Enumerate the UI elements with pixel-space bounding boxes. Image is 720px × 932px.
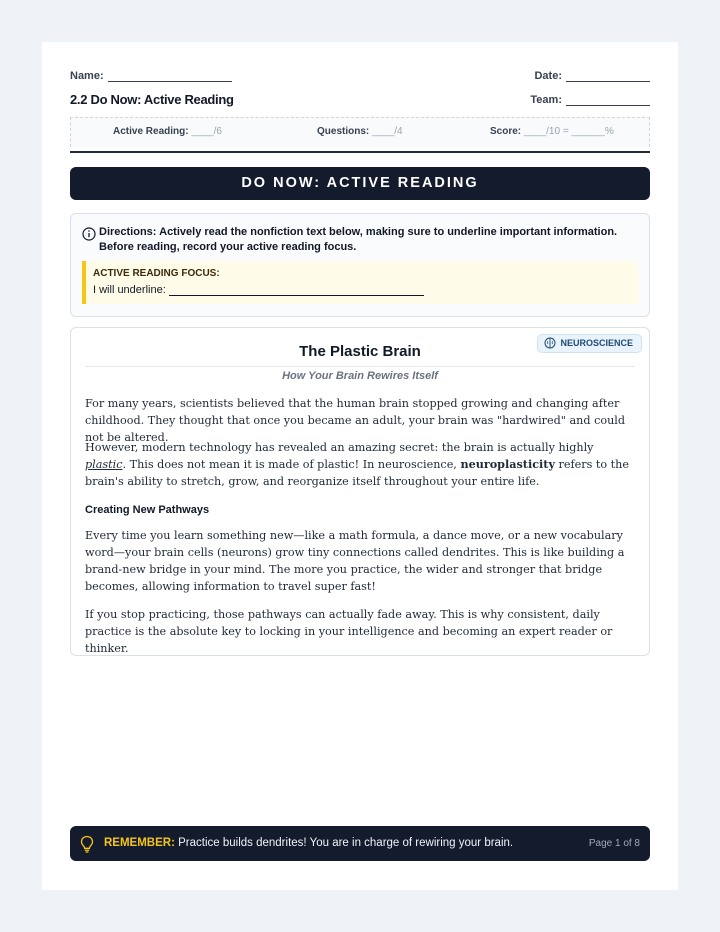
article-title: The Plastic Brain <box>299 343 421 360</box>
worksheet-page <box>42 42 678 890</box>
name-blank[interactable] <box>108 71 232 82</box>
topic-badge: NEUROSCIENCE <box>537 334 642 353</box>
questions-score: Questions: ____/4 <box>317 126 403 137</box>
name-label: Name: <box>70 70 104 82</box>
page-number: Page 1 of 8 <box>588 838 640 849</box>
title-divider <box>85 366 635 367</box>
focus-label: ACTIVE READING FOCUS: <box>93 268 220 279</box>
total-score: Score: ____/10 = ______% <box>490 126 614 137</box>
focus-field[interactable]: I will underline: <box>93 284 424 296</box>
paragraph-2: However, modern technology has revealed an amazing secret: the brain is actually highly plastic. This does not mean it is made of plastic! In neuroscience, neuroplasticity refers to the brain's ability to stretch, grow, and reorganize itself throughout your entire life. <box>85 441 629 488</box>
paragraph-1: For many years, scientists believed that the human brain stopped growing and changing after childhood. They thought that once you became an adult, your brain was "hardwired" and could not be altered. <box>85 397 626 444</box>
reminder-text: REMEMBER: Practice builds dendrites! You are in charge of rewiring your brain. <box>104 837 514 849</box>
paragraph-4: If you stop practicing, those pathways can actually fade away. This is why consistent, daily practice is the absolute key to locking in your intelligence and becoming an expert reader or thinker. <box>85 608 613 655</box>
reminder-footer <box>70 826 650 861</box>
focus-blank[interactable] <box>169 286 424 296</box>
info-icon <box>82 227 96 241</box>
paragraph-3: Every time you learn something new—like a math formula, a dance move, or a new vocabulary word—your brain cells (neurons) grow tiny connections called dendrites. This is like building a brand-new bridge in your mind. The more you practice, the wider and stronger that bridge becomes, allowing information to travel super fast! <box>85 529 625 593</box>
article-subtitle: How Your Brain Rewires Itself <box>282 370 438 382</box>
section-heading: Creating New Pathways <box>85 504 210 516</box>
active-reading-score: Active Reading: ____/6 <box>113 126 222 137</box>
date-field[interactable] <box>534 70 650 82</box>
reading-focus-box <box>82 261 638 304</box>
team-label: Team: <box>530 94 562 106</box>
directions-box <box>70 213 650 317</box>
section-banner: DO NOW: ACTIVE READING <box>70 167 650 200</box>
team-blank[interactable] <box>566 95 650 106</box>
article-card <box>70 327 650 656</box>
date-blank[interactable] <box>566 71 650 82</box>
team-field[interactable] <box>530 94 650 106</box>
name-field[interactable] <box>70 70 232 82</box>
divider <box>70 151 650 153</box>
lightbulb-icon <box>80 835 94 853</box>
score-box <box>70 117 650 147</box>
page-title: 2.2 Do Now: Active Reading <box>70 92 234 107</box>
directions-text: Directions: Actively read the nonfiction text below, making sure to underline important information. Before reading, record your active reading focus. <box>99 226 618 253</box>
date-label: Date: <box>534 70 562 82</box>
